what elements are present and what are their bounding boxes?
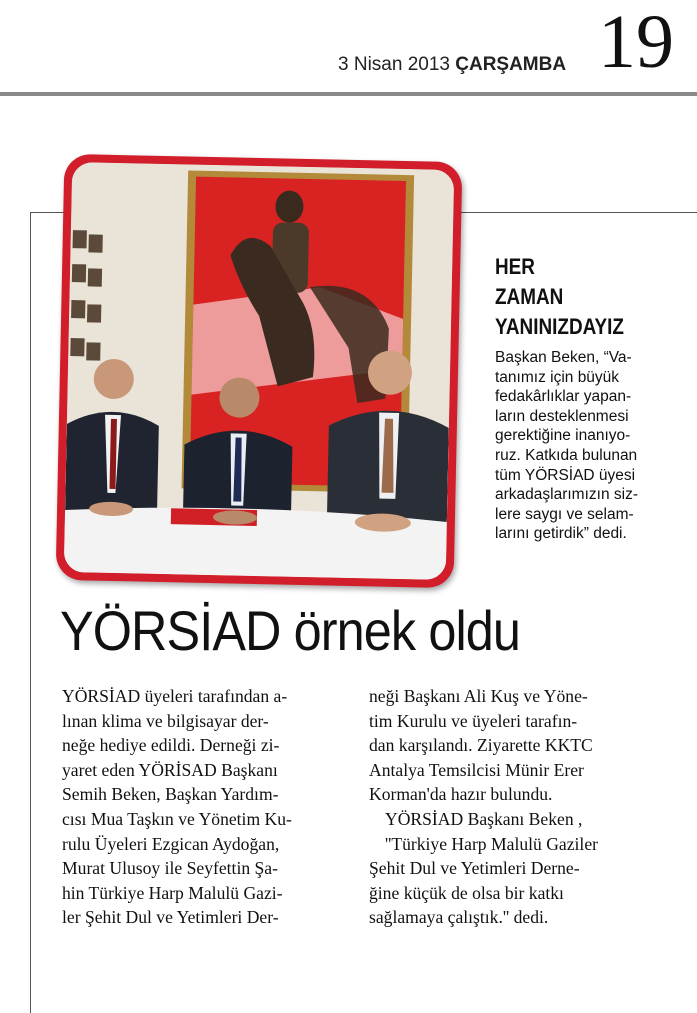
article-column-2 (369, 684, 669, 930)
article-line: neğe hediye edildi. Derneği zi- (62, 735, 280, 756)
sidebar-text-line: ların desteklenmesi (495, 407, 629, 425)
article-line: hin Türkiye Harp Malulü Gazi- (62, 882, 283, 903)
page-number: 19 (598, 0, 674, 84)
article-line: Antalya Temsilcisi Münir Erer (369, 759, 584, 780)
sidebar-text-line: lere saygı ve selam- (495, 505, 634, 523)
date-text: 3 Nisan 2013 (338, 54, 450, 75)
sidebar-text (495, 348, 670, 544)
article-line: dan karşılandı. Ziyarette KKTC (369, 735, 593, 756)
sidebar-heading-line: YANINIZDAYIZ (495, 314, 624, 339)
press-conference-photo-icon (64, 162, 455, 580)
article-line: tim Kurulu ve üyeleri tarafın- (369, 710, 578, 731)
article-line: rulu Üyeleri Ezgican Aydoğan, (62, 833, 280, 854)
header-rule (0, 92, 697, 96)
article-line: ğine küçük de olsa bir katkı (369, 882, 564, 903)
article-headline: YÖRSİAD örnek oldu (60, 599, 521, 662)
article-line: Semih Beken, Başkan Yardım- (62, 784, 279, 805)
article-line: ler Şehit Dul ve Yetimleri Der- (62, 907, 279, 928)
article-line: Murat Ulusoy ile Seyfettin Şa- (62, 858, 278, 879)
article-line: YÖRSİAD Başkanı Beken , (385, 808, 583, 829)
article-line: Korman'da hazır bulundu. (369, 784, 553, 805)
sidebar-text-line: Başkan Beken, “Va- (495, 349, 632, 366)
article-line: neği Başkanı Ali Kuş ve Yöne- (369, 686, 588, 706)
article-line: yaret eden YÖRİSAD Başkanı (62, 759, 278, 780)
sidebar-heading-line: HER (495, 254, 535, 279)
article-line: YÖRSİAD üyeleri tarafından a- (62, 686, 288, 706)
article-line: cısı Mua Taşkın ve Yönetim Ku- (62, 808, 292, 829)
article-line: ''Türkiye Harp Malulü Gaziler (385, 833, 598, 854)
sidebar-text-line: arkadaşlarımızın siz- (495, 486, 638, 504)
article-column-1 (62, 684, 362, 930)
sidebar-heading-line: ZAMAN (495, 284, 564, 309)
sidebar-text-line: ruz. Katkıda bulunan (495, 446, 638, 464)
weekday-text: ÇARŞAMBA (455, 54, 567, 75)
article-line: lınan klima ve bilgisayar der- (62, 710, 269, 731)
sidebar-text-line: fedakârlıklar yapan- (495, 388, 632, 406)
sidebar-text-line: tanımız için büyük (495, 368, 620, 386)
sidebar-heading (495, 252, 624, 342)
header-date (338, 54, 566, 76)
sidebar-text-line: tüm YÖRSİAD üyesi (495, 466, 636, 484)
article-line: Şehit Dul ve Yetimleri Derne- (369, 858, 580, 879)
photo-card (56, 154, 463, 588)
sidebar-text-line: gerektiğine inanıyo- (495, 427, 631, 445)
sidebar-text-line: larını getirdik” dedi. (495, 525, 627, 543)
photo (64, 162, 455, 580)
article-line: sağlamaya çalıştık.'' dedi. (369, 907, 549, 928)
